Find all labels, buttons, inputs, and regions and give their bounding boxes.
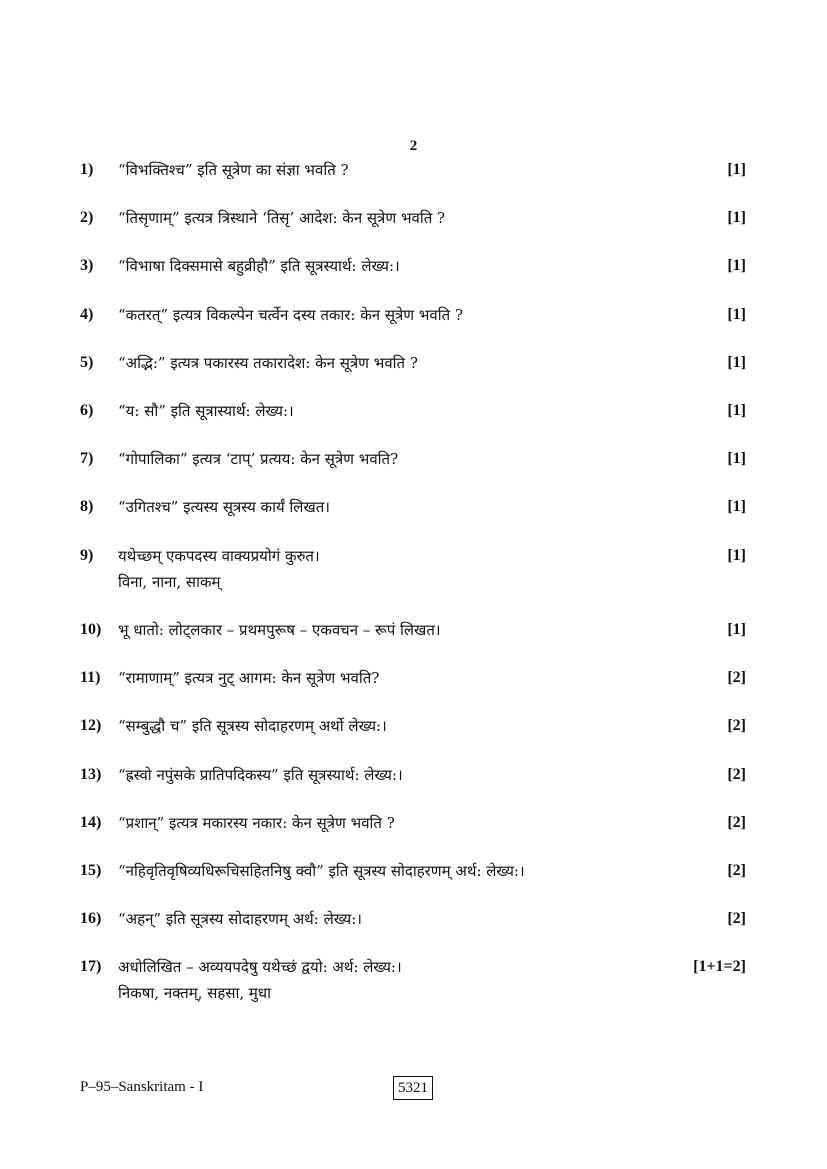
- question-number: 9): [80, 547, 94, 564]
- question-text: भू धातो: लोट्लकार – प्रथमपुरूष – एकवचन – रूपं लिखत।: [118, 621, 441, 639]
- question-marks: [2]: [727, 814, 746, 831]
- question-15: [80, 858, 746, 884]
- question-marks: [1]: [727, 209, 746, 226]
- question-text: “सम्बुद्धौ च” इति सूत्रस्य सोदाहरणम् अर्थो लेख्य:।: [118, 717, 387, 735]
- question-marks: [2]: [727, 910, 746, 927]
- question-number: 7): [80, 450, 94, 467]
- question-10: [80, 617, 746, 643]
- question-text: “प्रशान्” इत्यत्र मकारस्य नकार: केन सूत्रेण भवति ?: [118, 814, 395, 832]
- question-number: 10): [80, 621, 102, 638]
- question-5: [80, 350, 746, 376]
- question-number: 12): [80, 717, 102, 734]
- question-text: यथेच्छम् एकपदस्य वाक्यप्रयोगं कुरुत।: [118, 547, 320, 565]
- question-2: [80, 205, 746, 231]
- question-marks: [1]: [727, 354, 746, 371]
- question-11: [80, 665, 746, 691]
- question-text: “रामाणाम्” इत्यत्र नुट् आगम: केन सूत्रेण भवति?: [118, 669, 380, 687]
- question-16: [80, 906, 746, 932]
- paper-code: P–95–Sanskritam - I: [80, 1079, 204, 1095]
- question-text: “विभाषा दिक्समासे बहुव्रीहौ” इति सूत्रस्यार्थ: लेख्य:।: [118, 257, 400, 275]
- question-marks: [2]: [727, 669, 746, 686]
- question-number: 13): [80, 766, 102, 783]
- question-marks: [1]: [727, 547, 746, 564]
- question-9: [80, 543, 746, 595]
- question-options: निकषा, नक्तम्, सहसा, मुधा: [118, 984, 271, 1002]
- question-8: [80, 494, 746, 520]
- question-6: [80, 398, 746, 424]
- question-number: 8): [80, 498, 94, 515]
- question-text: “अहन्” इति सूत्रस्य सोदाहरणम् अर्थ: लेख्य:।: [118, 910, 362, 928]
- question-marks: [1]: [727, 498, 746, 515]
- question-number: 15): [80, 862, 102, 879]
- question-text: “तिसृणाम्” इत्यत्र त्रिस्थाने ‘तिसृ’ आदेश: केन सूत्रेण भवति ?: [118, 209, 446, 227]
- question-text: “उगितश्च” इत्यस्य सूत्रस्य कार्यं लिखत।: [118, 498, 330, 516]
- question-text: अधोलिखित – अव्ययपदेषु यथेच्छं द्वयो: अर्थ: लेख्य:।: [118, 958, 402, 976]
- question-text: “ह्रस्वो नपुंसके प्रातिपदिकस्य” इति सूत्रस्यार्थ: लेख्य:।: [118, 766, 403, 784]
- question-number: 2): [80, 209, 94, 226]
- question-number: 14): [80, 814, 102, 831]
- question-17: [80, 954, 746, 1006]
- question-text: “विभक्तिश्च” इति सूत्रेण का संज्ञा भवति ?: [118, 161, 349, 179]
- question-marks: [1]: [727, 161, 746, 178]
- question-marks: [1]: [727, 450, 746, 467]
- question-number: 11): [80, 669, 101, 686]
- question-marks: [1]: [727, 402, 746, 419]
- question-12: [80, 713, 746, 739]
- question-marks: [2]: [727, 862, 746, 879]
- question-7: [80, 446, 746, 472]
- question-number: 6): [80, 402, 94, 419]
- question-text: “गोपालिका” इत्यत्र ‘टाप्’ प्रत्यय: केन सूत्रेण भवति?: [118, 450, 399, 468]
- question-14: [80, 810, 746, 836]
- question-number: 16): [80, 910, 102, 927]
- question-marks: [2]: [727, 717, 746, 734]
- question-4: [80, 302, 746, 328]
- question-marks: [1]: [727, 621, 746, 638]
- question-number: 1): [80, 161, 94, 178]
- question-options: विना, नाना, साकम्: [118, 573, 221, 591]
- question-text: “कतरत्” इत्यत्र विकल्पेन चर्त्वेन दस्य तकार: केन सूत्रेण भवति ?: [118, 306, 464, 324]
- question-number: 17): [80, 958, 102, 975]
- question-3: [80, 253, 746, 279]
- question-13: [80, 762, 746, 788]
- question-marks: [1]: [727, 306, 746, 323]
- question-number: 5): [80, 354, 94, 371]
- page-number: 2: [409, 138, 418, 154]
- page-code-box: 5321: [393, 1076, 433, 1100]
- question-marks: [1]: [727, 257, 746, 274]
- question-text: “य: सौ” इति सूत्रास्यार्थ: लेख्य:।: [118, 402, 294, 420]
- question-1: [80, 157, 746, 183]
- question-text: “नहिवृतिवृषिव्यधिरूचिसहितनिषु क्वौ” इति सूत्रस्य सोदाहरणम् अर्थ: लेख्य:।: [118, 862, 525, 880]
- question-number: 4): [80, 306, 94, 323]
- question-marks: [2]: [727, 766, 746, 783]
- question-number: 3): [80, 257, 94, 274]
- question-marks: [1+1=2]: [693, 958, 746, 975]
- question-text: “अद्भि:” इत्यत्र पकारस्य तकारादेश: केन सूत्रेण भवति ?: [118, 354, 418, 372]
